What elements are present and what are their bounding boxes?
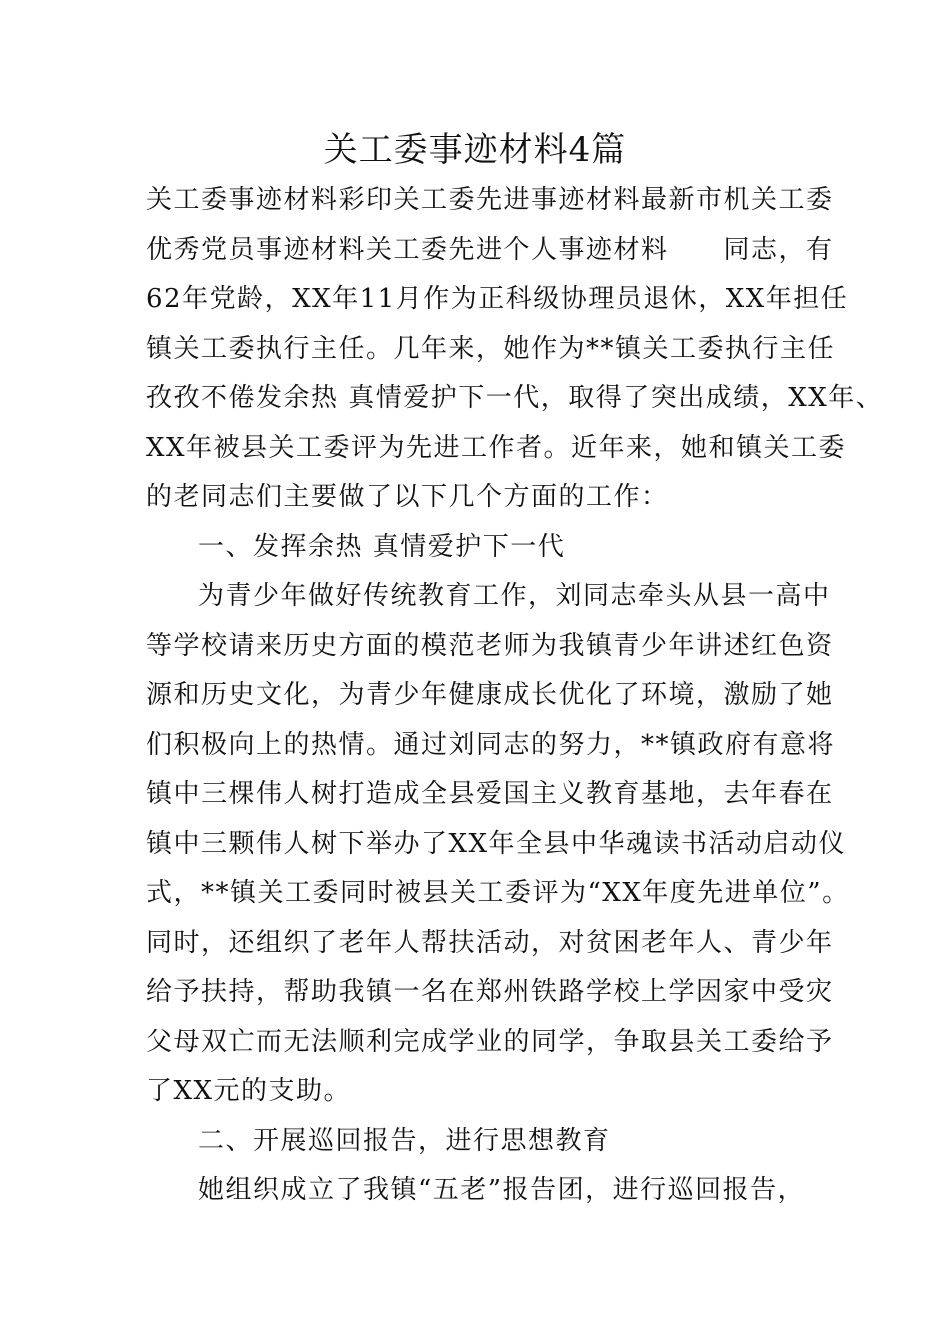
- body-line: 镇关工委执行主任。几年来，她作为**镇关工委执行主任: [146, 333, 836, 364]
- body-line: 她组织成立了我镇“五老”报告团，进行巡回报告，: [198, 1175, 806, 1205]
- body-line: 关工委事迹材料彩印关工委先进事迹材料最新市机关工委: [146, 185, 834, 215]
- section-heading: 二、开展巡回报告，进行思想教育: [198, 1125, 611, 1156]
- body-line: 为青少年做好传统教育工作，刘同志牵头从县一高中: [198, 581, 831, 611]
- body-line: 的老同志们主要做了以下几个方面的工作：: [146, 482, 669, 512]
- body-line: 源和历史文化，为青少年健康成长优化了环境，激励了她: [146, 680, 834, 710]
- document-title: 关工委事迹材料4篇: [323, 130, 627, 170]
- document-body: [146, 176, 884, 1216]
- body-line: 62年党龄，XX年11月作为正科级协理员退休，XX年担任: [146, 284, 849, 314]
- body-line: 给予扶持，帮助我镇一名在郑州铁路学校上学因家中受灾: [146, 977, 834, 1007]
- body-line: 优秀党员事迹材料关工委先进个人事迹材料 同志，有: [146, 234, 834, 265]
- body-line: 了XX元的支助。: [146, 1076, 352, 1106]
- body-line: 孜孜不倦发余热 真情爱护下一代，取得了突出成绩，XX年、: [146, 383, 884, 413]
- body-line: 镇中三颗伟人树下举办了XX年全县中华魂读书活动启动仪: [146, 828, 847, 859]
- body-line: 等学校请来历史方面的模范老师为我镇青少年讲述红色资: [146, 630, 834, 661]
- body-line: 同时，还组织了老年人帮扶活动，对贫困老年人、青少年: [146, 927, 834, 958]
- section-heading: 一、发挥余热 真情爱护下一代: [198, 531, 566, 562]
- body-line: 式，**镇关工委同时被县关工委评为“XX年度先进单位”。: [146, 878, 850, 908]
- body-line: 镇中三棵伟人树打造成全县爱国主义教育基地，去年春在: [146, 779, 834, 809]
- body-line: 们积极向上的热情。通过刘同志的努力，**镇政府有意将: [146, 729, 836, 760]
- body-line: XX年被县关工委评为先进工作者。近年来，她和镇关工委: [146, 432, 847, 463]
- body-line: 父母双亡而无法顺利完成学业的同学，争取县关工委给予: [146, 1026, 834, 1057]
